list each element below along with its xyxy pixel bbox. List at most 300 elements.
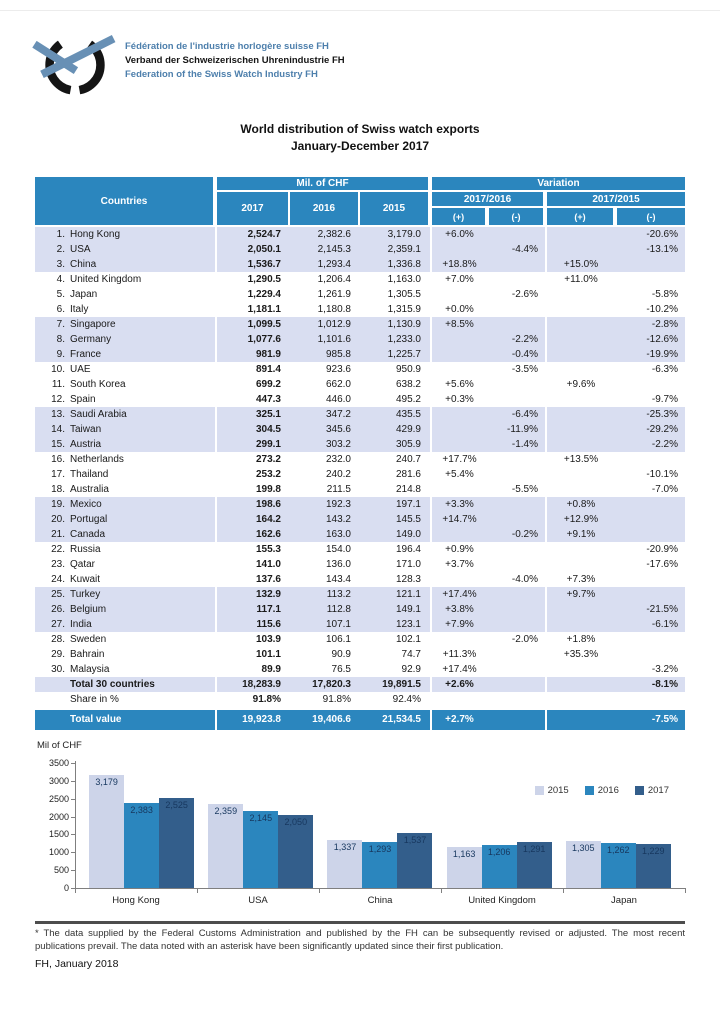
value-2016: 106.1	[325, 634, 351, 645]
bar-2017	[397, 833, 432, 888]
bar-2017	[159, 798, 194, 888]
x-tick-mark	[441, 889, 442, 893]
var-1716-minus	[487, 617, 545, 632]
country-cell	[35, 437, 215, 452]
country-name: Thailand	[70, 469, 109, 480]
value-2017: 1,181.1	[215, 302, 290, 317]
var-1715-plus: +13.5%	[545, 452, 615, 467]
var-1716-minus: -2.6%	[511, 289, 538, 300]
var-1716-minus	[487, 677, 545, 692]
country-cell	[35, 710, 215, 730]
value-2016: 76.5	[331, 664, 351, 675]
country-name: Belgium	[70, 604, 107, 615]
country-rank: 25.	[51, 589, 65, 600]
bar-2015	[447, 847, 482, 889]
var-1715-plus	[545, 227, 615, 242]
legend-item	[635, 785, 669, 796]
var-1715-minus: -10.1%	[646, 469, 678, 480]
value-2016: 1,293.4	[317, 259, 351, 270]
value-2015: 495.2	[395, 394, 421, 405]
var-1716-plus: +8.5%	[430, 317, 487, 332]
bar-label: 2,359	[214, 805, 238, 816]
country-name: UAE	[70, 364, 91, 375]
country-cell	[35, 587, 215, 602]
table-row	[35, 692, 685, 707]
var-1715-plus	[545, 302, 615, 317]
bar-label: 2,383	[130, 804, 153, 815]
country-cell	[35, 602, 215, 617]
country-cell	[35, 692, 215, 707]
var-1716-plus: +14.7%	[430, 512, 487, 527]
var-1715-plus	[545, 317, 615, 332]
header-minus-2: (-)	[617, 208, 685, 225]
value-2017: 447.3	[215, 392, 290, 407]
bar-group	[566, 763, 671, 888]
country-cell	[35, 662, 215, 677]
category-label: Japan	[611, 895, 637, 906]
country-rank: 24.	[51, 574, 65, 585]
country-cell	[35, 632, 215, 647]
value-2017: 103.9	[215, 632, 290, 647]
table-row	[35, 317, 685, 332]
var-1716-minus	[487, 302, 545, 317]
value-2017: 141.0	[215, 557, 290, 572]
country-name: China	[70, 259, 97, 270]
table-row	[35, 227, 685, 242]
value-2015: 305.9	[395, 439, 421, 450]
country-name: Kuwait	[70, 574, 101, 585]
value-2016: 143.4	[325, 574, 351, 585]
var-1716-plus: +18.8%	[430, 257, 487, 272]
header-var-2017-2016: 2017/2016	[432, 192, 543, 206]
bar-2016	[362, 842, 397, 888]
var-1716-minus	[487, 512, 545, 527]
var-1716-plus: +2.6%	[430, 677, 487, 692]
country-rank: 18.	[51, 484, 65, 495]
var-1716-minus	[487, 557, 545, 572]
table-row	[35, 512, 685, 527]
var-1715-minus: -25.3%	[646, 409, 678, 420]
var-1715-minus: -2.2%	[651, 439, 678, 450]
value-2015: 74.7	[401, 649, 421, 660]
country-name: Singapore	[70, 319, 116, 330]
var-1716-plus: +17.4%	[430, 587, 487, 602]
var-1715-plus	[545, 422, 615, 437]
value-2017: 162.6	[215, 527, 290, 542]
y-tick-label: 2500	[48, 793, 69, 804]
bar-groups	[75, 763, 685, 888]
var-1716-plus: +17.7%	[430, 452, 487, 467]
value-2015: 196.4	[395, 544, 421, 555]
country-cell	[35, 512, 215, 527]
table-row	[35, 362, 685, 377]
org-name-en: Federation of the Swiss Watch Industry FH	[125, 69, 318, 80]
var-1715-plus	[545, 407, 615, 422]
country-cell	[35, 647, 215, 662]
bar-2016	[243, 811, 278, 888]
value-2016: 923.6	[325, 364, 351, 375]
country-rank: 14.	[51, 424, 65, 435]
y-tick-label: 0	[63, 883, 69, 893]
var-1715-plus	[545, 392, 615, 407]
var-1716-minus	[487, 257, 545, 272]
var-1716-minus: -0.4%	[511, 349, 538, 360]
var-1716-plus	[430, 572, 487, 587]
value-2016: 345.6	[325, 424, 351, 435]
header-countries: Countries	[35, 177, 213, 225]
bar-label: 1,262	[607, 844, 630, 855]
country-cell	[35, 422, 215, 437]
var-1716-plus: +11.3%	[430, 647, 487, 662]
value-2015: 429.9	[395, 424, 421, 435]
var-1715-minus: -7.5%	[651, 714, 678, 725]
legend-item	[585, 785, 619, 796]
var-1716-minus	[487, 692, 545, 707]
var-1716-minus: -2.2%	[511, 334, 538, 345]
var-1716-plus: +6.0%	[430, 227, 487, 242]
var-1715-minus: -9.7%	[651, 394, 678, 405]
table-row	[35, 632, 685, 647]
value-2017: 299.1	[215, 437, 290, 452]
country-name: Share in %	[70, 694, 119, 705]
table-row	[35, 467, 685, 482]
bar-group	[447, 763, 552, 888]
country-rank	[45, 710, 65, 730]
country-rank: 27.	[51, 619, 65, 630]
value-2017: 891.4	[215, 362, 290, 377]
var-1715-plus: +0.8%	[545, 497, 615, 512]
value-2017: 304.5	[215, 422, 290, 437]
fh-logo-icon	[32, 31, 118, 97]
country-cell	[35, 392, 215, 407]
legend	[535, 785, 669, 796]
country-cell	[35, 542, 215, 557]
var-1715-plus	[545, 617, 615, 632]
var-1716-plus	[430, 287, 487, 302]
value-2016: 1,101.6	[317, 334, 351, 345]
y-tick-label: 1000	[48, 847, 69, 858]
value-2015: 1,315.9	[387, 304, 421, 315]
value-2015: 1,225.7	[387, 349, 421, 360]
country-name: South Korea	[70, 379, 126, 390]
var-1716-plus	[430, 632, 487, 647]
var-1716-plus	[430, 422, 487, 437]
legend-label: 2017	[647, 785, 669, 796]
value-2015: 950.9	[395, 364, 421, 375]
table-row	[35, 422, 685, 437]
bar-2017	[517, 842, 552, 888]
country-rank: 15.	[51, 439, 65, 450]
value-2016: 303.2	[325, 439, 351, 450]
var-1715-plus	[545, 710, 615, 730]
country-rank: 23.	[51, 559, 65, 570]
bar-2017	[278, 815, 313, 888]
bar-label: 1,206	[487, 846, 511, 857]
value-2017: 89.9	[215, 662, 290, 677]
country-name: Sweden	[70, 634, 107, 645]
var-1716-plus	[430, 437, 487, 452]
country-rank: 13.	[51, 409, 65, 420]
table-row	[35, 332, 685, 347]
header-year-2016: 2016	[290, 192, 358, 225]
table-row	[35, 572, 685, 587]
bar-label: 1,537	[403, 835, 427, 846]
country-cell	[35, 617, 215, 632]
var-1715-plus	[545, 242, 615, 257]
top-divider	[0, 10, 720, 11]
value-2017: 91.8%	[215, 692, 290, 707]
y-tick-label: 2000	[48, 811, 69, 822]
legend-item	[535, 785, 569, 796]
var-1715-plus: +11.0%	[545, 272, 615, 287]
var-1715-minus: -12.6%	[646, 334, 678, 345]
country-cell	[35, 677, 215, 692]
country-rank: 2.	[56, 244, 65, 255]
var-1715-minus	[615, 377, 685, 392]
value-2017: 1,077.6	[215, 332, 290, 347]
value-2017: 18,283.9	[215, 677, 290, 692]
legend-swatch-2016	[585, 786, 594, 795]
country-cell	[35, 272, 215, 287]
value-2015: 1,305.5	[387, 289, 421, 300]
value-2015: 2,359.1	[387, 244, 421, 255]
value-2016: 2,382.6	[317, 229, 351, 240]
bar-2016	[482, 845, 517, 888]
var-1715-plus	[545, 332, 615, 347]
var-1715-minus	[615, 512, 685, 527]
table-row	[35, 392, 685, 407]
legend-label: 2016	[597, 785, 619, 796]
var-1715-minus: -6.3%	[651, 364, 678, 375]
var-1715-minus: -13.1%	[646, 244, 678, 255]
country-name: India	[70, 619, 92, 630]
header-var-2017-2015: 2017/2015	[547, 192, 685, 206]
value-2016: 985.8	[325, 349, 351, 360]
value-2017: 1,229.4	[215, 287, 290, 302]
var-1715-minus	[615, 572, 685, 587]
var-1715-plus: +12.9%	[545, 512, 615, 527]
country-name: Qatar	[70, 559, 96, 570]
country-rank: 6.	[56, 304, 65, 315]
table-body	[35, 227, 685, 730]
value-2017: 115.6	[215, 617, 290, 632]
bar-2016	[124, 803, 159, 888]
value-2016: 163.0	[325, 529, 351, 540]
bar-label: 1,305	[572, 843, 595, 854]
country-rank: 9.	[56, 349, 65, 360]
value-2016: 113.2	[326, 589, 351, 600]
country-name: Russia	[70, 544, 101, 555]
y-tick-label: 3500	[48, 758, 69, 768]
value-2017: 117.1	[215, 602, 290, 617]
value-2016: 662.0	[325, 379, 351, 390]
bar-label: 1,229	[642, 846, 665, 857]
value-2017: 253.2	[215, 467, 290, 482]
var-1715-minus: -29.2%	[646, 424, 678, 435]
publication-date: FH, January 2018	[35, 958, 119, 970]
var-1715-plus	[545, 437, 615, 452]
var-1716-plus: +0.3%	[430, 392, 487, 407]
var-1715-minus	[615, 452, 685, 467]
var-1715-minus: -7.0%	[651, 484, 678, 495]
var-1716-minus	[487, 467, 545, 482]
table-row	[35, 347, 685, 362]
country-name: United Kingdom	[70, 274, 142, 285]
var-1715-plus	[545, 602, 615, 617]
var-1715-minus	[615, 647, 685, 662]
footnote-text: * The data supplied by the Federal Customs Administration and published by the FH can be subsequently revised or adjusted. The most recent publications prevail. The data noted with an asterisk have been significantly updated since their first publication.	[35, 928, 685, 952]
value-2015: 92.4%	[392, 694, 421, 705]
value-2016: 90.9	[331, 649, 351, 660]
country-name: Malaysia	[70, 664, 110, 675]
var-1716-minus	[487, 377, 545, 392]
value-2016: 91.8%	[322, 694, 351, 705]
var-1715-plus	[545, 467, 615, 482]
country-rank: 22.	[51, 544, 65, 555]
country-rank: 16.	[51, 454, 65, 465]
x-tick-mark	[75, 889, 76, 893]
var-1715-plus: +35.3%	[545, 647, 615, 662]
legend-label: 2015	[547, 785, 569, 796]
value-2015: 240.7	[395, 454, 421, 465]
var-1716-plus: +3.3%	[430, 497, 487, 512]
var-1716-plus: +5.4%	[430, 467, 487, 482]
var-1716-minus	[487, 452, 545, 467]
org-name-fr: Fédération de l'industrie horlogère suisse FH	[125, 41, 329, 52]
var-1715-plus	[545, 692, 615, 707]
value-2015: 123.1	[395, 619, 421, 630]
country-cell	[35, 302, 215, 317]
category-labels	[75, 895, 685, 906]
value-2015: 21,534.5	[382, 714, 421, 725]
value-2015: 92.9	[401, 664, 421, 675]
table-row	[35, 302, 685, 317]
var-1715-minus: -21.5%	[646, 604, 678, 615]
table-row	[35, 602, 685, 617]
var-1716-minus	[487, 497, 545, 512]
var-1716-minus: -11.9%	[507, 424, 538, 435]
table-row	[35, 587, 685, 602]
value-2015: 281.6	[395, 469, 421, 480]
country-rank: 28.	[51, 634, 65, 645]
value-2015: 1,336.8	[387, 259, 421, 270]
value-2016: 192.3	[325, 499, 351, 510]
var-1716-plus: +7.0%	[430, 272, 487, 287]
var-1716-plus: +0.0%	[430, 302, 487, 317]
category-label: USA	[248, 895, 268, 906]
x-axis-line	[75, 888, 686, 889]
bar-2016	[601, 843, 636, 888]
bar-2015	[89, 775, 124, 889]
var-1716-plus	[430, 527, 487, 542]
var-1716-minus	[487, 392, 545, 407]
category-label: United Kingdom	[468, 895, 536, 906]
y-tick-label: 3000	[48, 775, 69, 786]
table-row	[35, 662, 685, 677]
table-row	[35, 710, 685, 730]
var-1716-minus	[487, 317, 545, 332]
value-2016: 112.8	[326, 604, 351, 615]
var-1715-plus: +9.6%	[545, 377, 615, 392]
var-1715-minus: -17.6%	[646, 559, 678, 570]
country-name: Australia	[70, 484, 109, 495]
country-cell	[35, 287, 215, 302]
category-label: China	[367, 895, 393, 906]
header-year-2015: 2015	[360, 192, 428, 225]
var-1715-minus	[615, 692, 685, 707]
var-1716-plus: +5.6%	[430, 377, 487, 392]
var-1716-plus	[430, 482, 487, 497]
country-cell	[35, 557, 215, 572]
value-2015: 128.3	[395, 574, 421, 585]
var-1715-minus	[615, 257, 685, 272]
value-2015: 19,891.5	[382, 679, 421, 690]
value-2017: 1,536.7	[215, 257, 290, 272]
country-rank: 1.	[56, 229, 65, 240]
table-row	[35, 287, 685, 302]
value-2016: 1,012.9	[317, 319, 351, 330]
country-cell	[35, 482, 215, 497]
table-row	[35, 407, 685, 422]
var-1716-plus: +3.7%	[430, 557, 487, 572]
value-2017: 101.1	[215, 647, 290, 662]
country-rank: 30.	[51, 664, 65, 675]
country-rank	[45, 692, 65, 707]
country-name: France	[70, 349, 102, 360]
bar-label: 1,291	[522, 843, 546, 854]
header-variation: Variation	[432, 177, 685, 190]
country-name: USA	[70, 244, 91, 255]
var-1715-plus	[545, 557, 615, 572]
country-name: Total 30 countries	[70, 679, 155, 690]
org-name-block	[125, 40, 345, 82]
country-cell	[35, 572, 215, 587]
country-rank: 26.	[51, 604, 65, 615]
value-2016: 17,820.3	[312, 679, 351, 690]
value-2017: 1,290.5	[215, 272, 290, 287]
page-title-line1: World distribution of Swiss watch exports	[240, 122, 480, 136]
value-2015: 1,163.0	[387, 274, 421, 285]
var-1716-minus: -3.5%	[511, 364, 538, 375]
bar-2017	[636, 844, 671, 888]
var-1715-plus	[545, 287, 615, 302]
country-cell	[35, 332, 215, 347]
var-1715-plus	[545, 662, 615, 677]
value-2017: 699.2	[215, 377, 290, 392]
x-tick-mark	[319, 889, 320, 893]
value-2016: 1,180.8	[317, 304, 351, 315]
country-cell	[35, 452, 215, 467]
country-name: Portugal	[70, 514, 108, 525]
var-1715-plus	[545, 362, 615, 377]
page-title-line2: January-December 2017	[290, 139, 430, 153]
value-2017: 164.2	[215, 512, 290, 527]
var-1716-minus: -6.4%	[511, 409, 538, 420]
value-2015: 149.1	[395, 604, 421, 615]
bar-label: 2,525	[165, 799, 188, 810]
var-1716-minus	[487, 587, 545, 602]
var-1715-minus	[615, 497, 685, 512]
table-row	[35, 437, 685, 452]
country-name: Total value	[70, 714, 122, 725]
var-1715-minus: -20.6%	[646, 229, 678, 240]
value-2015: 149.0	[395, 529, 421, 540]
table-row	[35, 647, 685, 662]
country-cell	[35, 317, 215, 332]
value-2015: 171.0	[395, 559, 421, 570]
value-2017: 325.1	[215, 407, 290, 422]
var-1715-minus	[615, 272, 685, 287]
